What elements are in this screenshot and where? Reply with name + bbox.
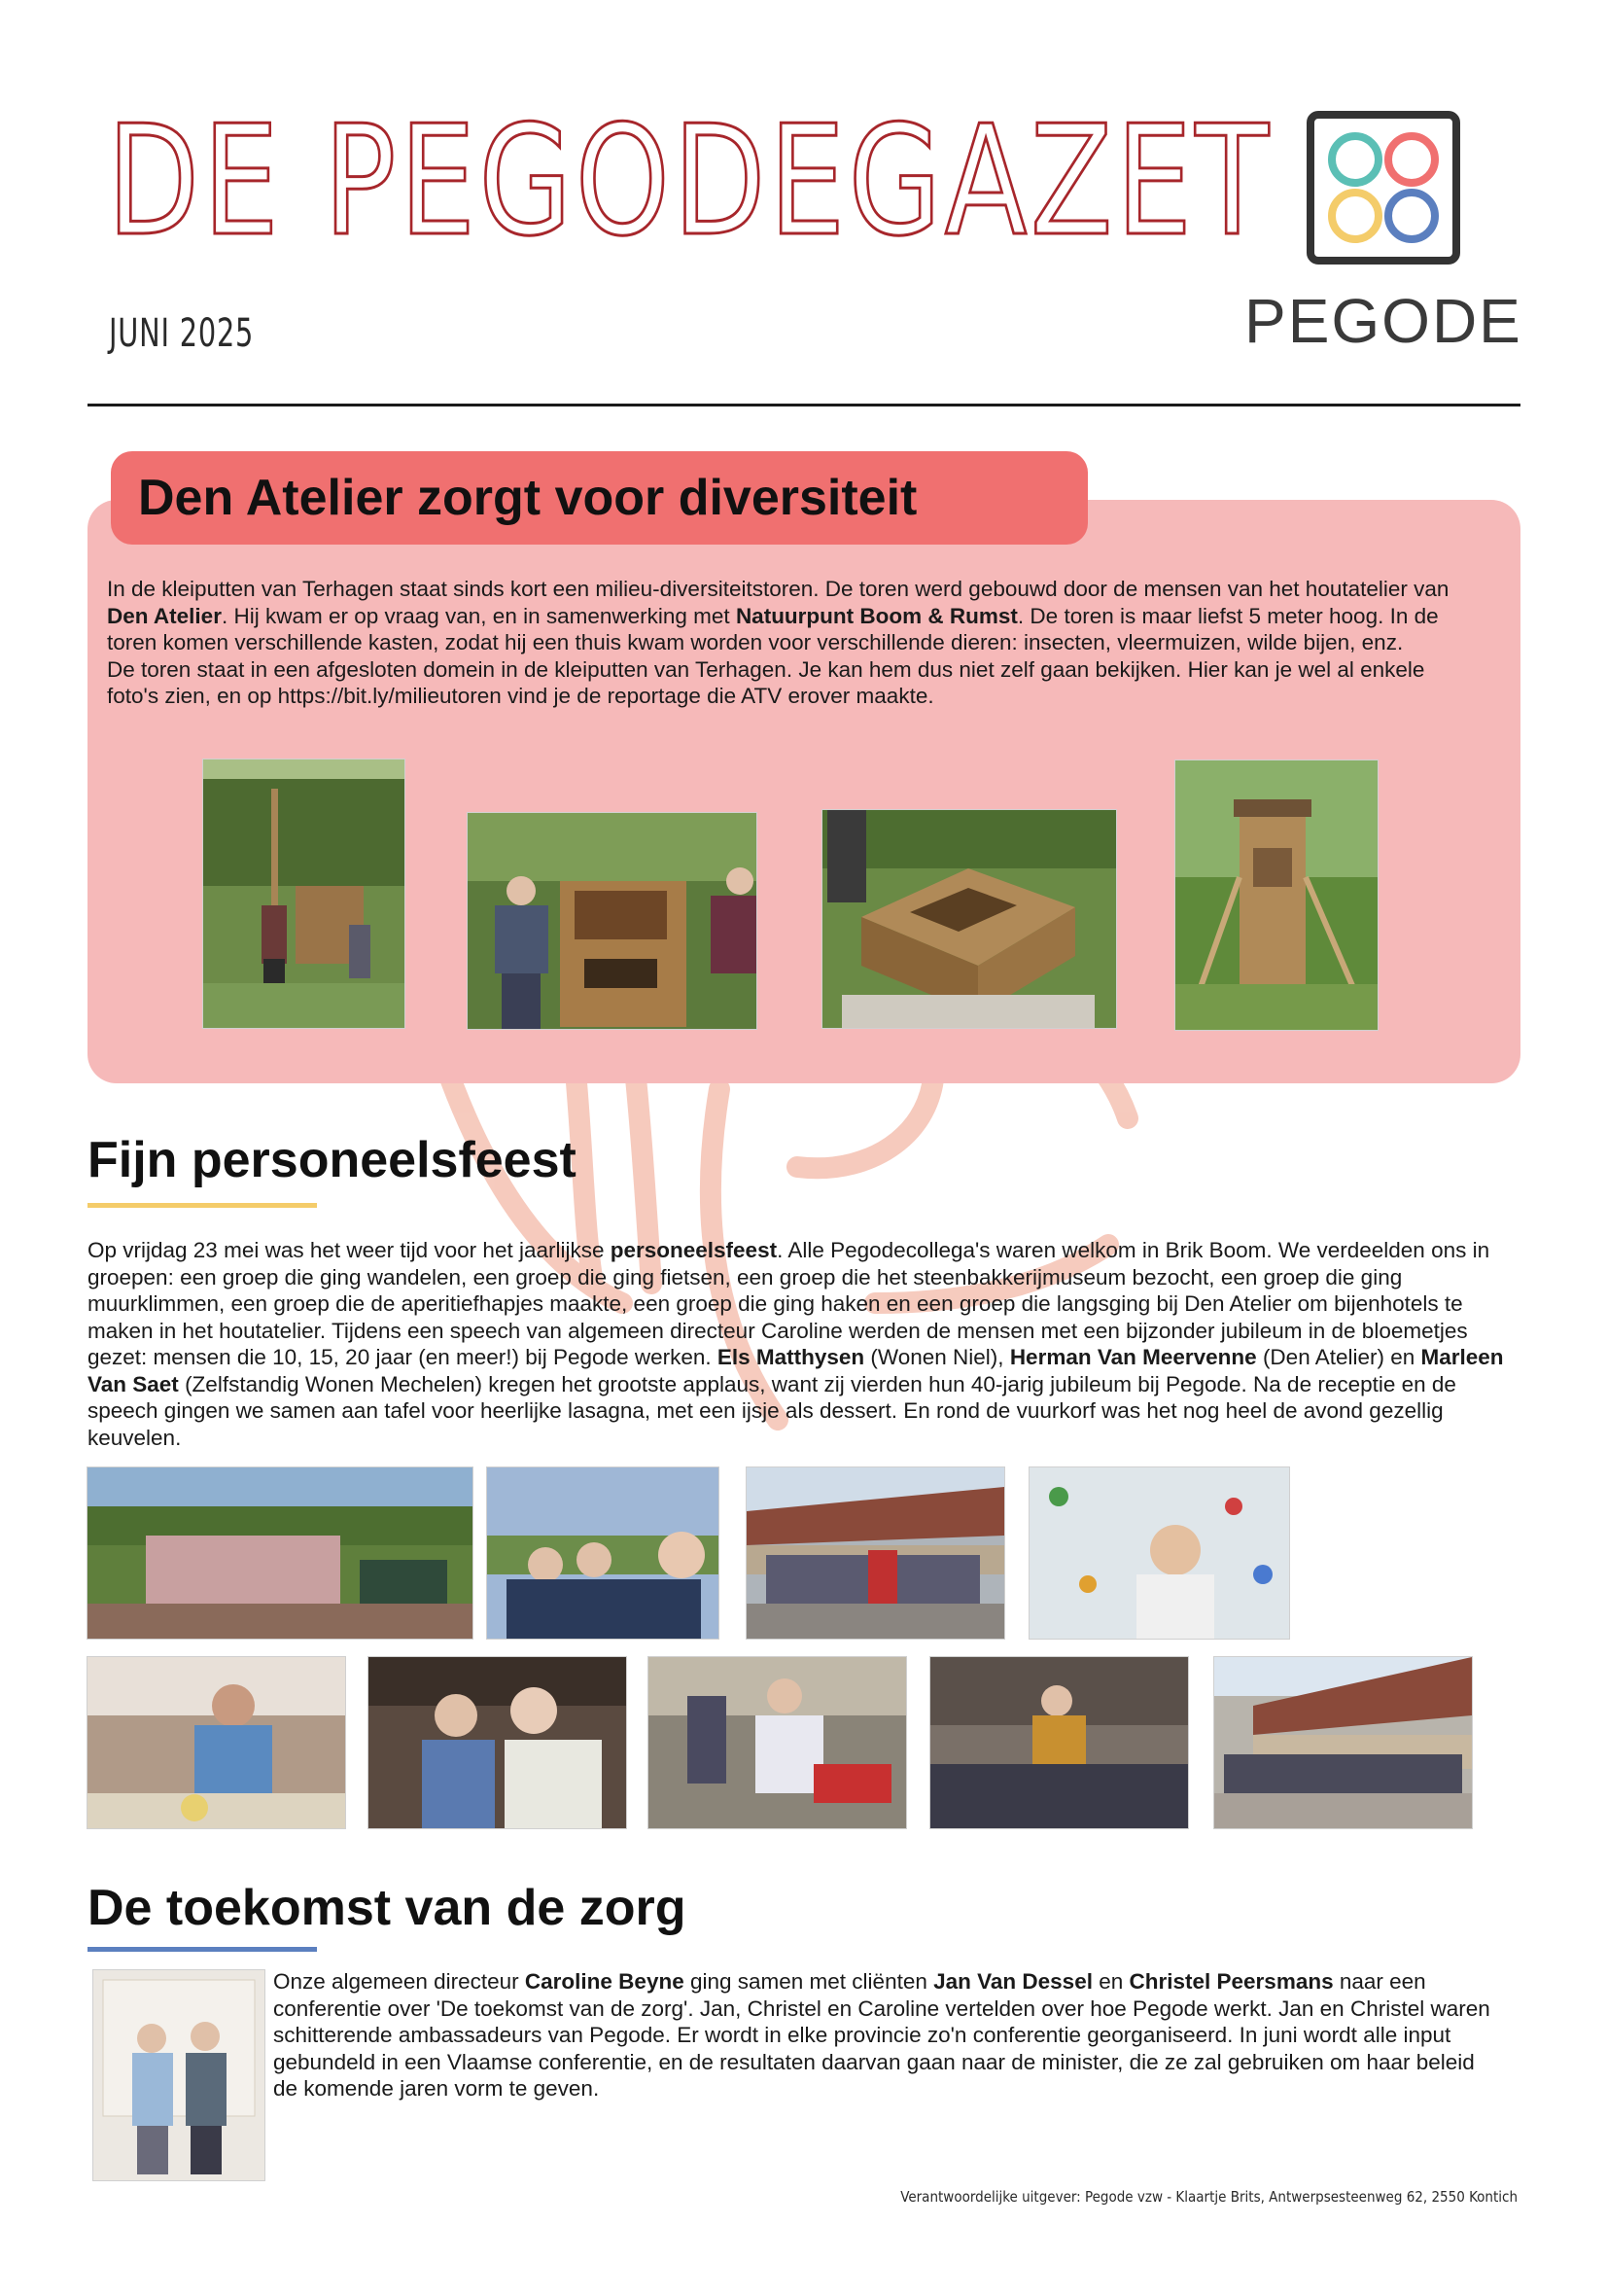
atelier-heading: Den Atelier zorgt voor diversiteit (138, 470, 918, 526)
text-run: (Den Atelier) en (1256, 1345, 1421, 1369)
issue-date: JUNI 2025 (109, 311, 255, 356)
text-run: ging samen met cliënten (683, 1969, 934, 1994)
text-run: In de kleiputten van Terhagen staat sinds kort een milieu-diversiteitstoren. De toren werd gebouwd door de mensen van het houtatelier van (107, 577, 1450, 601)
pegode-logo-icon (1307, 111, 1460, 265)
atelier-paragraph-2: De toren staat in een afgesloten domein in de kleiputten van Terhagen. Je kan hem dus niet zelf gaan bekijken. Hier kan je wel al enkele foto's zien, en op https://bit.ly/milieutoren vind je de reportage die ATV erover maakte. (107, 656, 1425, 708)
masthead-title: DE PEGODEGAZET (107, 92, 1273, 269)
bold-text-run: Natuurpunt Boom & Rumst (735, 603, 1018, 628)
text-run: . Alle Pegodecollega's waren welkom in Brik Boom. We verdeelden ons in groepen: een groep die ging wandelen, een groep die ging fietsen, een groep die het steenbakkerijmuseum bezocht, een groep die ging muurklimmen, een groep die de aperitiefhapjes maakte, een groep die ging haken en een groep die langsging bij Den Atelier om bijenhotels te maken in het houtatelier. Tijdens een speech van algemeen directeur Caroline werden de mensen met een bijzonder jubileum in de bloemetjes gezet: mensen die 10, 15, 20 jaar (en meer!) bij Pegode werken. (87, 1238, 1490, 1369)
text-run: Onze algemeen directeur (273, 1969, 525, 1994)
zorg-paragraph (273, 1968, 1498, 2102)
photo-speech-crowd (929, 1656, 1189, 1829)
photo-finished-tower (1174, 759, 1379, 1031)
atelier-paragraph-1 (107, 576, 1468, 656)
header-divider (87, 404, 1520, 406)
text-run: . Hij kwam er op vraag van, en in samenwerking met (221, 603, 736, 628)
photo-box-compartments (821, 809, 1117, 1029)
logo-text: PEGODE (1244, 286, 1522, 356)
photo-museum-courtyard (746, 1466, 1005, 1640)
photo-crochet-group (367, 1656, 627, 1829)
bold-text-run: Den Atelier (107, 603, 222, 628)
text-run: naar een conferentie over 'De toekomst van de zorg'. Jan, Christel en Caroline vertelden over hoe Pegode werkt. Jan en Christel waren schitterende ambassadeurs van Pegode. Er wordt in elke provincie zo'n conferentie georganiseerd. In juni wordt alle input gebundeld in een Vlaamse conferentie, en de resultaten daarvan gaan naar de minister, die ze zal gebruiken om haar beleid de komende jaren vorm te geven. (273, 1969, 1490, 2101)
bold-text-run: Marleen Van Saet (87, 1345, 1504, 1396)
zorg-heading: De toekomst van de zorg (87, 1880, 686, 1936)
photo-group-outdoor (87, 1466, 473, 1640)
feest-heading-underline (87, 1203, 317, 1208)
bold-text-run: Christel Peersmans (1129, 1969, 1334, 1994)
photo-tower-construction (202, 759, 405, 1029)
photo-workshop-drilling (647, 1656, 907, 1829)
bold-text-run: personeelsfeest (610, 1238, 778, 1262)
zorg-heading-underline (87, 1947, 317, 1952)
text-run: (Zelfstandig Wonen Mechelen) kregen het grootste applaus, want zij vierden hun 40-jarig jubileum bij Pegode. Na de receptie en de speech gingen we samen aan tafel voor heerlijke lasagna, met een ijsje als dessert. En rond de vuurkorf was het nog heel de avond gezellig keuvelen. (87, 1371, 1456, 1450)
text-run: en (1092, 1969, 1130, 1994)
photo-selfie-group (486, 1466, 719, 1640)
photo-kitchen-cooking (87, 1656, 346, 1829)
photo-courtyard-reception (1213, 1656, 1473, 1829)
feest-heading: Fijn personeelsfeest (87, 1132, 576, 1188)
photo-climbing-wall (1029, 1466, 1290, 1640)
publisher-note: Verantwoordelijke uitgever: Pegode vzw - Klaartje Brits, Antwerpsesteenweg 62, 2550 Kontich (900, 2188, 1518, 2206)
text-run: . De toren is maar liefst 5 meter hoog. In de toren komen verschillende kasten, zodat hij een thuis kwam worden voor verschillende dieren: insecten, vleermuizen, wilde bijen, enz. (107, 603, 1439, 654)
feest-paragraph (87, 1237, 1517, 1451)
bold-text-run: Caroline Beyne (524, 1969, 684, 1994)
bold-text-run: Herman Van Meervenne (1009, 1345, 1257, 1369)
photo-men-holding-box (467, 812, 757, 1030)
bold-text-run: Jan Van Dessel (933, 1969, 1093, 1994)
photo-conference-duo (92, 1969, 265, 2181)
text-run: Op vrijdag 23 mei was het weer tijd voor het jaarlijkse (87, 1238, 611, 1262)
atelier-article (107, 576, 1468, 710)
bold-text-run: Els Matthysen (716, 1345, 865, 1369)
text-run: (Wonen Niel), (864, 1345, 1010, 1369)
